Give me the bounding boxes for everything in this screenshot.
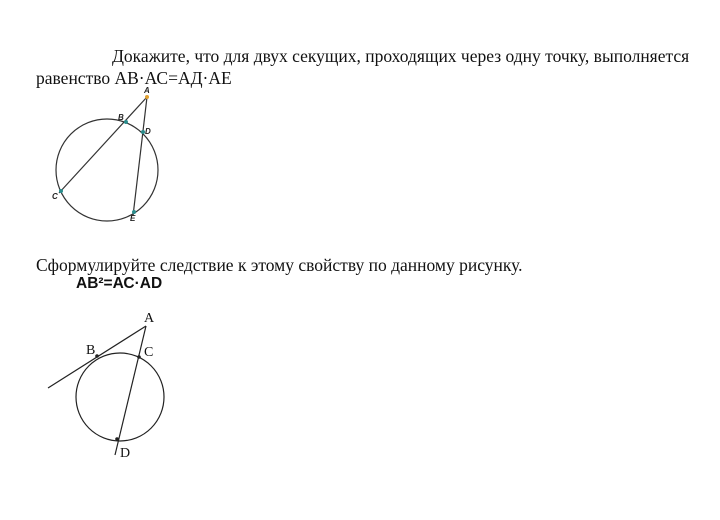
point-D2	[115, 437, 119, 441]
point-A	[145, 95, 149, 99]
label-D: D	[145, 127, 151, 136]
label-B: B	[118, 113, 124, 122]
point-C2	[137, 355, 141, 359]
figure2-circle	[76, 353, 164, 441]
secant-ACB	[59, 97, 147, 193]
task-text-line-1: Докажите, что для двух секущих, проходящих через одну точку, выполняется	[112, 46, 690, 66]
secant-ADE	[133, 97, 147, 216]
figure-two-secants	[52, 86, 158, 223]
label-B2: B	[86, 343, 96, 358]
label-E: E	[130, 214, 136, 223]
label-A: A	[144, 86, 150, 95]
task-text-line-2: равенство АВ·АС=АД·АЕ	[36, 68, 232, 88]
figure-tangent-secant	[48, 311, 164, 461]
formula: АВ²=АС·АD	[76, 275, 163, 292]
point-B2	[95, 354, 99, 358]
point-C	[59, 189, 63, 193]
label-C2: C	[144, 345, 154, 360]
point-B	[124, 120, 128, 124]
label-C: C	[52, 192, 58, 201]
task-text-line-3: Сформулируйте следствие к этому свойству по данному рисунку.	[36, 255, 523, 275]
label-A2: A	[144, 311, 155, 326]
label-D2: D	[120, 446, 131, 461]
